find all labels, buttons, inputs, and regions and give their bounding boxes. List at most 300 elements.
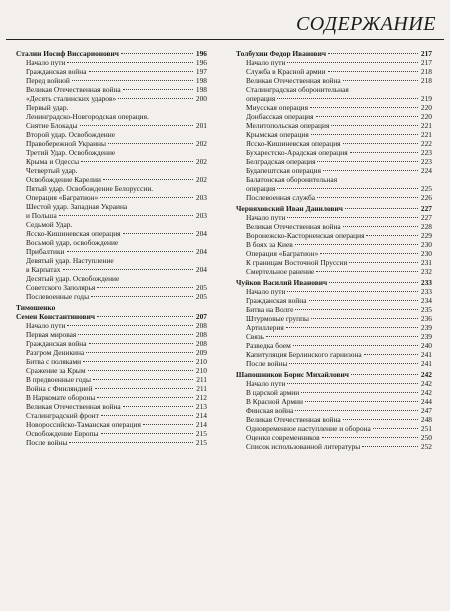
- toc-entry[interactable]: [16, 420, 207, 429]
- toc-entry-title: Крыма и Одессы: [26, 157, 80, 166]
- toc-entry[interactable]: [16, 175, 207, 184]
- page-number: 232: [420, 267, 432, 276]
- toc-section-heading-title: Толбухин Федор Иванович: [236, 49, 327, 58]
- page-number: 217: [420, 49, 432, 58]
- page-number: 198: [195, 85, 207, 94]
- page-number: 221: [420, 130, 432, 139]
- toc-entry[interactable]: [236, 157, 432, 166]
- page-number: 225: [420, 184, 432, 193]
- dot-leader: [293, 345, 418, 346]
- dot-leader: [373, 428, 418, 429]
- page-number: 215: [195, 438, 207, 447]
- toc-entry-title: В боях за Киев: [246, 240, 293, 249]
- dot-leader: [88, 370, 193, 371]
- toc-entry[interactable]: [236, 85, 432, 103]
- toc-entry-title: Ясско-Кишиневская операция: [26, 229, 121, 238]
- toc-entry[interactable]: [236, 415, 432, 424]
- page-number: 218: [420, 67, 432, 76]
- toc-entry-title: Освобождение Европы: [26, 429, 99, 438]
- toc-entry-title: Первая мировая: [26, 330, 77, 339]
- toc-entry[interactable]: [236, 388, 432, 397]
- toc-entry[interactable]: [16, 375, 207, 384]
- toc-section: [236, 278, 432, 368]
- toc-entry-title: Второй удар. Освобождение: [26, 130, 115, 139]
- dot-leader: [345, 208, 418, 209]
- page-number: 221: [420, 121, 432, 130]
- dot-leader: [123, 406, 193, 407]
- toc-entry[interactable]: [16, 184, 207, 193]
- toc-entry-title: Великая Отечественная война: [246, 76, 341, 85]
- dot-leader: [81, 161, 193, 162]
- page-number: 204: [195, 229, 207, 238]
- toc-entry-title: После войны: [26, 438, 68, 447]
- page-number: 242: [420, 379, 432, 388]
- page-number: 215: [195, 429, 207, 438]
- toc-entry[interactable]: [16, 166, 207, 175]
- dot-leader: [317, 197, 418, 198]
- toc-entry[interactable]: [236, 231, 432, 240]
- toc-entry[interactable]: [236, 148, 432, 157]
- dot-leader: [83, 361, 193, 362]
- toc-entry-title: «Десять сталинских ударов»: [26, 94, 117, 103]
- toc-entry-title: Четвертый удар.: [26, 166, 78, 175]
- toc-entry-title: Великая Отечественная война: [26, 85, 121, 94]
- page-number: 200: [195, 94, 207, 103]
- dot-leader: [78, 334, 193, 335]
- toc-entry[interactable]: [16, 321, 207, 330]
- page-number: 211: [196, 375, 207, 384]
- page-number: 230: [420, 240, 432, 249]
- page-number: 231: [420, 258, 432, 267]
- dot-leader: [287, 217, 418, 218]
- dot-leader: [123, 89, 193, 90]
- toc-entry-title: Правобережной Украины: [26, 139, 106, 148]
- toc-entry[interactable]: [236, 359, 432, 368]
- toc-entry-title: В Наркомате обороны: [26, 393, 96, 402]
- toc-entry-title: Сталинградский фронт: [26, 411, 99, 420]
- toc-entry-title: Список использованной литературы: [246, 442, 361, 451]
- toc-entry-title: Смертельное ранение: [246, 267, 315, 276]
- dot-leader: [310, 107, 418, 108]
- toc-entry[interactable]: [236, 305, 432, 314]
- toc-entry[interactable]: [236, 424, 432, 433]
- toc-entry-title: Белградская операция: [246, 157, 316, 166]
- dot-leader: [80, 125, 193, 126]
- toc-column-right: [236, 49, 432, 451]
- toc-entry[interactable]: [16, 330, 207, 339]
- toc-entry-line: [26, 247, 207, 256]
- toc-entry[interactable]: [16, 94, 207, 103]
- toc-entry-title: Война с Финляндией: [26, 384, 93, 393]
- toc-entry[interactable]: [16, 411, 207, 420]
- toc-entry-title: Воронежско-Касторненская операция: [246, 231, 365, 240]
- toc-entry-title: Крымская операция: [246, 130, 309, 139]
- page-number: 204: [195, 265, 207, 274]
- toc-entry-title: Перед войной: [26, 76, 70, 85]
- toc-entry[interactable]: [16, 402, 207, 411]
- dot-leader: [311, 134, 418, 135]
- toc-entry[interactable]: [236, 350, 432, 359]
- dot-leader: [295, 244, 418, 245]
- toc-entry-title: Сталинградская оборонительная: [246, 85, 349, 94]
- dot-leader: [277, 98, 418, 99]
- page-number: 208: [195, 330, 207, 339]
- toc-entry[interactable]: [16, 348, 207, 357]
- toc-entry-line: [26, 211, 207, 220]
- page-number: 229: [420, 231, 432, 240]
- toc-section-heading-title: Чуйков Василий Иванович: [236, 278, 328, 287]
- toc-entry[interactable]: [16, 58, 207, 67]
- page-number: 239: [420, 323, 432, 332]
- toc-entry-line: [246, 94, 432, 103]
- dot-leader: [89, 343, 194, 344]
- page-number: 241: [420, 350, 432, 359]
- toc-entry[interactable]: [236, 341, 432, 350]
- toc-section-heading[interactable]: [16, 49, 207, 58]
- toc-section-heading[interactable]: Тимошенко: [16, 303, 56, 312]
- dot-leader: [309, 300, 419, 301]
- page-number: 228: [420, 222, 432, 231]
- toc-section-heading[interactable]: [236, 204, 432, 213]
- toc-entry[interactable]: [16, 121, 207, 130]
- dot-leader: [316, 271, 418, 272]
- page-number: 236: [420, 314, 432, 323]
- dot-leader: [97, 287, 193, 288]
- dot-leader: [277, 188, 418, 189]
- page-number: 240: [420, 341, 432, 350]
- toc-entry-title: Ясско-Кишиневская операция: [246, 139, 341, 148]
- dot-leader: [351, 374, 418, 375]
- dot-leader: [343, 80, 418, 81]
- toc-entry-title: Великая Отечественная война: [26, 402, 121, 411]
- dot-leader: [328, 71, 418, 72]
- dot-leader: [287, 62, 418, 63]
- dot-leader: [59, 215, 193, 216]
- dot-leader: [343, 419, 418, 420]
- toc-entry[interactable]: [16, 438, 207, 447]
- toc-entry-title: Великая Отечественная война: [246, 222, 341, 231]
- dot-leader: [349, 262, 418, 263]
- dot-leader: [86, 352, 193, 353]
- page-number: 217: [420, 58, 432, 67]
- toc-entry-title: Операция «Багратион»: [26, 193, 99, 202]
- toc-section-heading-title: Сталин Иосиф Виссарионович: [16, 49, 119, 58]
- toc-entry-title: Капитуляция Берлинского гарнизона: [246, 350, 362, 359]
- toc-entry-title: Прибалтики: [26, 247, 65, 256]
- dot-leader: [311, 318, 418, 319]
- toc-entry[interactable]: [236, 323, 432, 332]
- toc-entry[interactable]: [16, 393, 207, 402]
- toc-entry[interactable]: [16, 202, 207, 220]
- toc-entry-title: в Карпатах: [26, 265, 61, 274]
- dot-leader: [67, 62, 193, 63]
- toc-entry[interactable]: [236, 296, 432, 305]
- dot-leader: [93, 379, 193, 380]
- toc-entry[interactable]: [236, 332, 432, 341]
- toc-section-heading[interactable]: [16, 312, 207, 321]
- page-number: 205: [195, 292, 207, 301]
- page-number: 214: [195, 420, 207, 429]
- dot-leader: [69, 442, 193, 443]
- page-number: 252: [420, 442, 432, 451]
- toc-entry-title: Начало пути: [246, 213, 286, 222]
- page-number: 218: [420, 76, 432, 85]
- dot-leader: [118, 98, 193, 99]
- dot-leader: [108, 143, 193, 144]
- dot-leader: [362, 446, 418, 447]
- toc-entry-title: Шестой удар. Западная Украина: [26, 202, 128, 211]
- toc-entry-line: [26, 265, 207, 274]
- dot-leader: [101, 415, 193, 416]
- page-number: 198: [195, 76, 207, 85]
- toc-entry-line: [26, 283, 207, 292]
- toc-entry-title: Штурмовые группы: [246, 314, 310, 323]
- page-number: 202: [195, 175, 207, 184]
- toc-section: [236, 370, 432, 451]
- toc-section-heading[interactable]: [236, 278, 432, 287]
- page-number: 223: [420, 157, 432, 166]
- page-number: 247: [420, 406, 432, 415]
- toc-entry[interactable]: [236, 240, 432, 249]
- toc-entry-title: Донбасская операция: [246, 112, 314, 121]
- toc-column-left: [16, 49, 207, 447]
- toc-entry[interactable]: [236, 314, 432, 323]
- toc-entry-title: Начало пути: [26, 321, 66, 330]
- toc-entry-title: Артиллерия: [246, 323, 284, 332]
- page-number: 227: [420, 213, 432, 222]
- dot-leader: [323, 170, 418, 171]
- toc-entry[interactable]: [236, 433, 432, 442]
- dot-leader: [97, 397, 193, 398]
- page-number: 212: [195, 393, 207, 402]
- toc-entry[interactable]: [16, 130, 207, 148]
- toc-entry[interactable]: [236, 67, 432, 76]
- toc-entry-title: Финская война: [246, 406, 294, 415]
- dot-leader: [143, 424, 193, 425]
- toc-entry-title: В предвоенные годы: [26, 375, 91, 384]
- dot-leader: [317, 161, 418, 162]
- page-number: 196: [195, 49, 207, 58]
- toc-entry[interactable]: [16, 112, 207, 121]
- dot-leader: [287, 291, 418, 292]
- toc-entry[interactable]: [236, 166, 432, 175]
- toc-entry[interactable]: [16, 384, 207, 393]
- dot-leader: [123, 233, 193, 234]
- toc-entry-title: Начало пути: [246, 379, 286, 388]
- page-number: 220: [420, 112, 432, 121]
- toc-entry-title: операция: [246, 94, 276, 103]
- dot-leader: [97, 316, 193, 317]
- toc-entry[interactable]: [236, 249, 432, 258]
- toc-section-heading-title: Семен Константинович: [16, 312, 96, 321]
- toc-entry[interactable]: [236, 222, 432, 231]
- toc-entry[interactable]: [16, 274, 207, 292]
- toc-entry[interactable]: [16, 103, 207, 112]
- toc-entry-title: Битва на Волге: [246, 305, 294, 314]
- dot-leader: [295, 309, 418, 310]
- toc-entry[interactable]: [236, 112, 432, 121]
- page-number: 213: [195, 402, 207, 411]
- dot-leader: [343, 226, 418, 227]
- page-number: 233: [420, 287, 432, 296]
- page-number: 230: [420, 249, 432, 258]
- toc-entry[interactable]: [16, 229, 207, 238]
- toc-entry-title: Восьмой удар, освобождение: [26, 238, 119, 247]
- toc-entry[interactable]: [16, 357, 207, 366]
- toc-entry[interactable]: [16, 220, 207, 229]
- page-number: 209: [195, 348, 207, 357]
- dot-leader: [322, 437, 418, 438]
- page-number: 208: [195, 339, 207, 348]
- toc-entry[interactable]: [236, 379, 432, 388]
- page-number: 239: [420, 332, 432, 341]
- toc-entry[interactable]: [236, 58, 432, 67]
- dot-leader: [343, 143, 418, 144]
- dot-leader: [103, 179, 193, 180]
- toc-entry-line: [26, 157, 207, 166]
- toc-section: [16, 303, 207, 447]
- toc-entry[interactable]: [236, 406, 432, 415]
- page-number: 242: [420, 370, 432, 379]
- toc-entry[interactable]: [236, 130, 432, 139]
- dot-leader: [316, 116, 418, 117]
- dot-leader: [350, 152, 418, 153]
- page-number: 219: [420, 94, 432, 103]
- toc-entry-title: Разгром Деникина: [26, 348, 85, 357]
- toc-entry[interactable]: [236, 213, 432, 222]
- page-number: 202: [195, 157, 207, 166]
- toc-entry-title: Миусская операция: [246, 103, 309, 112]
- page-number: 211: [196, 384, 207, 393]
- page-number: 197: [195, 67, 207, 76]
- toc-entry[interactable]: [236, 442, 432, 451]
- page-number: 203: [195, 193, 207, 202]
- page-number: 244: [420, 397, 432, 406]
- toc-entry[interactable]: [16, 256, 207, 274]
- dot-leader: [320, 253, 418, 254]
- page-number: 235: [420, 305, 432, 314]
- toc-entry[interactable]: [236, 397, 432, 406]
- toc-entry-title: Гражданская война: [246, 296, 307, 305]
- toc-entry-title: Одновременное наступление и оборона: [246, 424, 371, 433]
- toc-entry-title: Ленинградско-Новгородская операция.: [26, 112, 149, 121]
- page-number: 250: [420, 433, 432, 442]
- toc-entry[interactable]: [236, 103, 432, 112]
- page-title: СОДЕРЖАНИЕ: [295, 13, 436, 35]
- page-number: 204: [195, 247, 207, 256]
- toc-entry[interactable]: [236, 175, 432, 193]
- dot-leader: [91, 296, 193, 297]
- toc-section-heading-title: Шапошников Борис Михайлович: [236, 370, 349, 379]
- toc-entry-title: Будапештская операция: [246, 166, 321, 175]
- toc-entry-title: Начало пути: [246, 58, 286, 67]
- page-number: 233: [420, 278, 432, 287]
- page-number: 222: [420, 139, 432, 148]
- toc-entry[interactable]: [236, 76, 432, 85]
- page-number: 226: [420, 193, 432, 202]
- toc-entry[interactable]: [236, 267, 432, 276]
- header-rule: [6, 39, 444, 40]
- page-number: 214: [195, 411, 207, 420]
- dot-leader: [100, 197, 193, 198]
- dot-leader: [101, 433, 193, 434]
- toc-entry-title: и Польша: [26, 211, 57, 220]
- toc-entry[interactable]: [16, 238, 207, 256]
- dot-leader: [305, 401, 418, 402]
- toc-entry[interactable]: [16, 366, 207, 375]
- dot-leader: [67, 251, 193, 252]
- page-number: 251: [420, 424, 432, 433]
- toc-entry[interactable]: [236, 287, 432, 296]
- dot-leader: [63, 269, 194, 270]
- toc-section-heading[interactable]: [236, 370, 432, 379]
- dot-leader: [366, 235, 418, 236]
- page-number: 224: [420, 166, 432, 175]
- toc-entry[interactable]: [16, 193, 207, 202]
- toc-entry[interactable]: [16, 292, 207, 301]
- dot-leader: [95, 388, 193, 389]
- toc-entry-title: Девятый удар. Наступление: [26, 256, 114, 265]
- page-number: 196: [195, 58, 207, 67]
- toc-section: [236, 204, 432, 276]
- toc-entry[interactable]: [16, 67, 207, 76]
- toc-entry-title: Начало пути: [26, 58, 66, 67]
- page-number: 210: [195, 357, 207, 366]
- toc-entry[interactable]: [236, 139, 432, 148]
- dot-leader: [286, 327, 418, 328]
- toc-entry[interactable]: [236, 193, 432, 202]
- toc-entry-title: Балатонская оборонительная: [246, 175, 338, 184]
- page-number: 241: [420, 359, 432, 368]
- dot-leader: [295, 410, 418, 411]
- toc-entry-title: Разведка боем: [246, 341, 291, 350]
- toc-entry[interactable]: [236, 121, 432, 130]
- toc-entry[interactable]: [16, 429, 207, 438]
- toc-entry-title: Первый удар.: [26, 103, 69, 112]
- dot-leader: [89, 71, 194, 72]
- toc-entry[interactable]: [16, 76, 207, 85]
- toc-entry[interactable]: [16, 85, 207, 94]
- toc-section-heading-title: Черняховский Иван Данилович: [236, 204, 343, 213]
- toc-entry[interactable]: [236, 258, 432, 267]
- page-number: 207: [195, 312, 207, 321]
- toc-entry[interactable]: [16, 148, 207, 166]
- page-number: 227: [420, 204, 432, 213]
- toc-entry-title: К границам Восточной Пруссии: [246, 258, 348, 267]
- dot-leader: [67, 325, 193, 326]
- toc-entry-title: После войны: [246, 359, 288, 368]
- toc-section: [16, 49, 207, 301]
- toc-entry-title: Освобождение Карелии: [26, 175, 101, 184]
- toc-entry-title: Снятие Блокады: [26, 121, 78, 130]
- toc-entry-title: операция: [246, 184, 276, 193]
- toc-entry-title: Служба в Красной армии: [246, 67, 326, 76]
- dot-leader: [328, 53, 418, 54]
- toc-entry-title: В царской армии: [246, 388, 300, 397]
- dot-leader: [329, 282, 418, 283]
- toc-entry-title: Десятый удар. Освобождение: [26, 274, 120, 283]
- dot-leader: [266, 336, 418, 337]
- toc-entry[interactable]: [16, 339, 207, 348]
- dot-leader: [287, 383, 418, 384]
- page-number: 220: [420, 103, 432, 112]
- dot-leader: [289, 363, 418, 364]
- dot-leader: [301, 392, 418, 393]
- page-number: 210: [195, 366, 207, 375]
- toc-section-heading[interactable]: [236, 49, 432, 58]
- toc-entry-title: В Красной Армии: [246, 397, 303, 406]
- toc-entry-title: Пятый удар. Освобождение Белоруссии.: [26, 184, 154, 193]
